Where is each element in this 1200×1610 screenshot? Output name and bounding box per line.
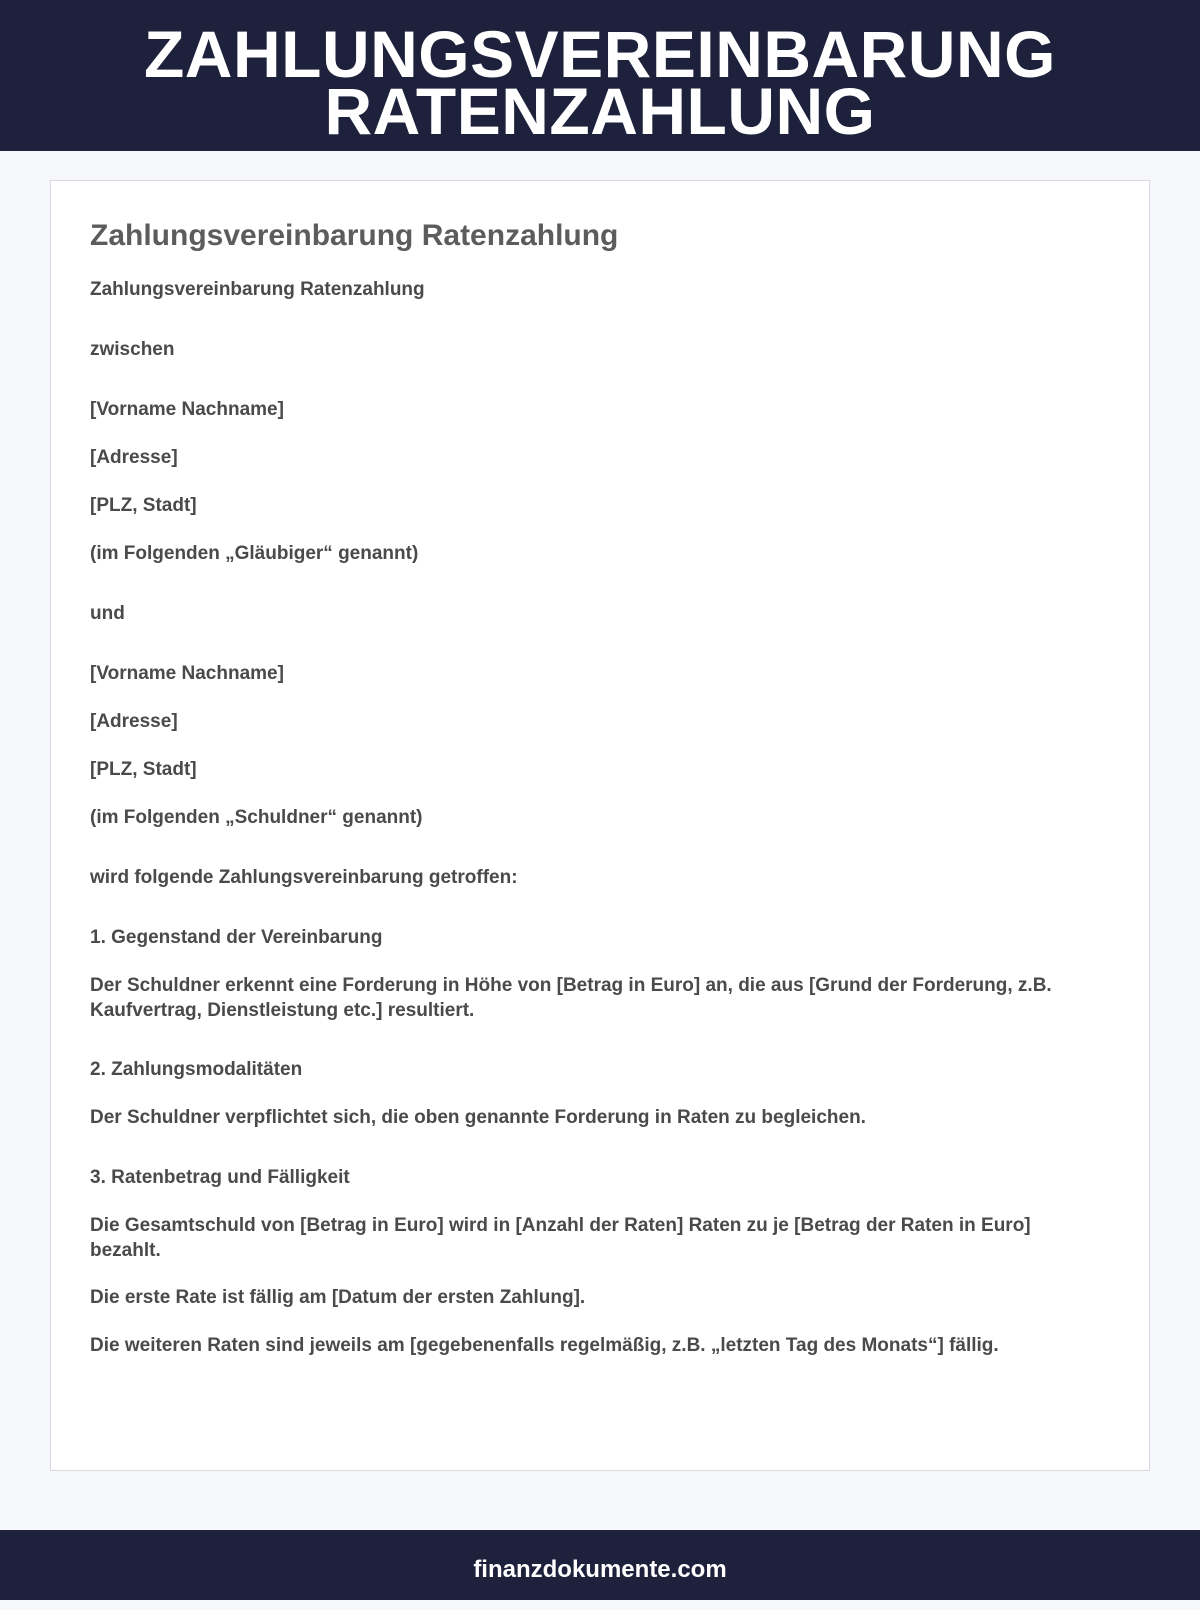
debtor-name: [Vorname Nachname] bbox=[90, 663, 284, 684]
paragraph-and: und bbox=[90, 603, 125, 624]
document-title: Zahlungsvereinbarung Ratenzahlung bbox=[90, 219, 619, 252]
creditor-address: [Adresse] bbox=[90, 447, 178, 468]
agreement-intro: wird folgende Zahlungsvereinbarung getroffen: bbox=[90, 867, 518, 888]
debtor-address: [Adresse] bbox=[90, 711, 178, 732]
first-rate-due: Die erste Rate ist fällig am [Datum der ersten Zahlung]. bbox=[90, 1287, 586, 1308]
creditor-name: [Vorname Nachname] bbox=[90, 399, 284, 420]
creditor-label: (im Folgenden „Gläubiger“ genannt) bbox=[90, 543, 419, 564]
section-text-3: Die Gesamtschuld von [Betrag in Euro] wird in [Anzahl der Raten] Raten zu je [Betrag der Raten in Euro] bezahlt. bbox=[90, 1215, 1031, 1261]
document-subtitle: Zahlungsvereinbarung Ratenzahlung bbox=[90, 279, 425, 300]
header-title-line-1: ZAHLUNGSVEREINBARUNG bbox=[143, 17, 1057, 91]
creditor-city: [PLZ, Stadt] bbox=[90, 495, 197, 516]
page-header bbox=[0, 0, 1200, 151]
section-heading-3: 3. Ratenbetrag und Fälligkeit bbox=[90, 1167, 350, 1188]
header-title-line-2: RATENZAHLUNG bbox=[324, 74, 876, 148]
footer-site-link[interactable]: finanzdokumente.com bbox=[473, 1556, 727, 1583]
paragraph-between: zwischen bbox=[90, 339, 175, 360]
further-rates-due: Die weiteren Raten sind jeweils am [gegebenenfalls regelmäßig, z.B. „letzten Tag des Monats“] fällig. bbox=[90, 1335, 999, 1356]
section-heading-1: 1. Gegenstand der Vereinbarung bbox=[90, 927, 383, 948]
section-heading-2: 2. Zahlungsmodalitäten bbox=[90, 1059, 303, 1080]
debtor-label: (im Folgenden „Schuldner“ genannt) bbox=[90, 807, 423, 828]
debtor-city: [PLZ, Stadt] bbox=[90, 759, 197, 780]
section-text-2: Der Schuldner verpflichtet sich, die oben genannte Forderung in Raten zu begleichen. bbox=[90, 1107, 866, 1128]
page-footer bbox=[0, 1530, 1200, 1600]
document-card bbox=[50, 180, 1150, 1471]
section-text-1: Der Schuldner erkennt eine Forderung in Höhe von [Betrag in Euro] an, die aus [Grund der Forderung, z.B. Kaufvertrag, Dienstleistung etc.] resultiert. bbox=[90, 975, 1052, 1021]
